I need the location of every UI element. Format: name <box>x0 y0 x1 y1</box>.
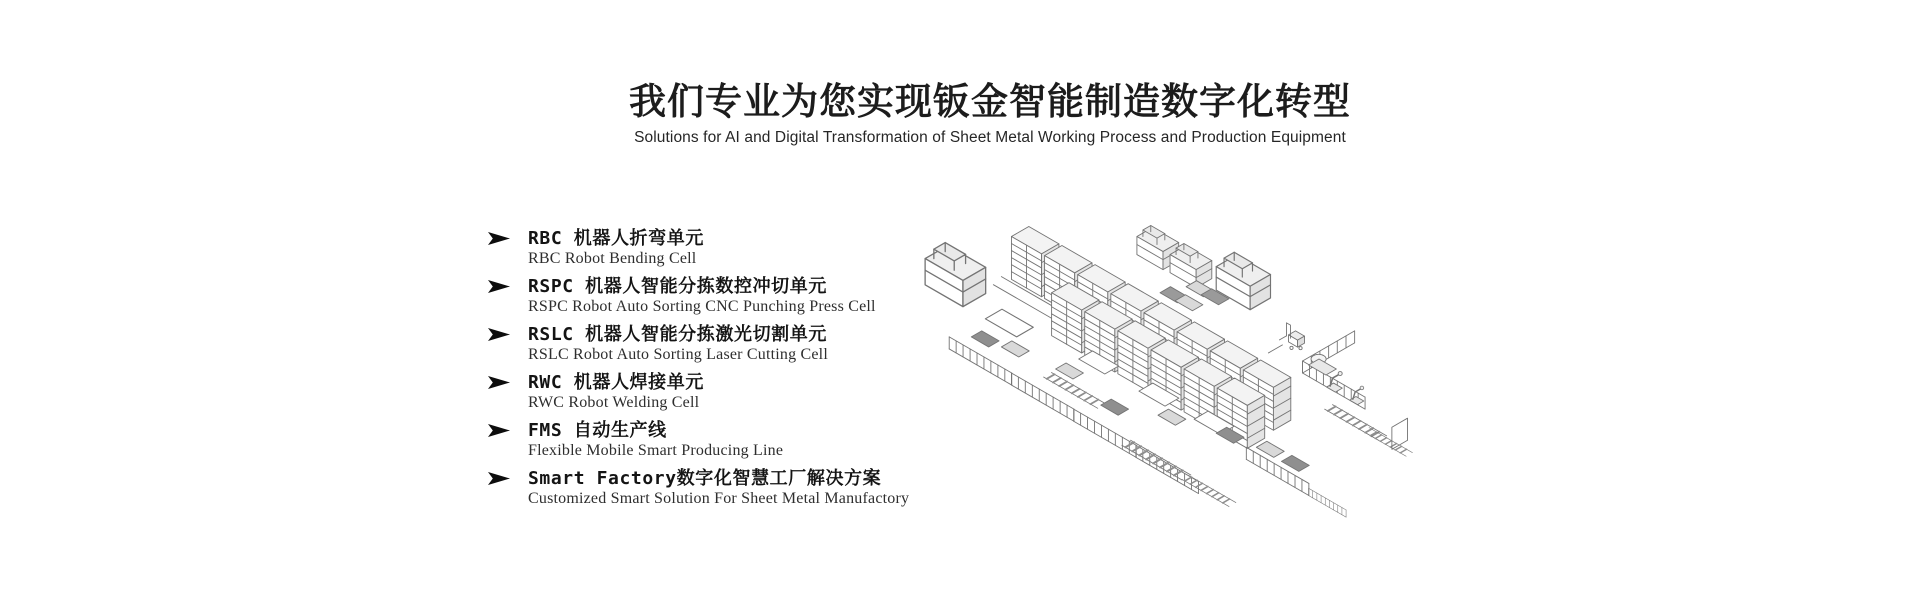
page-subtitle: Solutions for AI and Digital Transformation of Sheet Metal Working Process and Production Equipment <box>634 129 1346 146</box>
product-label-cn: RWC 机器人焊接单元 <box>528 372 704 393</box>
factory-line-illustration <box>893 206 1425 528</box>
product-label-cn: Smart Factory数字化智慧工厂解决方案 <box>528 468 882 489</box>
list-item <box>488 421 958 460</box>
arrow-bullet-icon <box>488 423 510 438</box>
list-item <box>488 277 958 316</box>
product-label-en: RWC Robot Welding Cell <box>528 394 700 411</box>
product-label-en: RBC Robot Bending Cell <box>528 250 697 267</box>
product-label-en: Flexible Mobile Smart Producing Line <box>528 442 784 459</box>
banner-header <box>470 82 1510 146</box>
product-label-en: RSLC Robot Auto Sorting Laser Cutting Cell <box>528 346 828 363</box>
arrow-bullet-icon <box>488 327 510 342</box>
product-label-en: RSPC Robot Auto Sorting CNC Punching Press Cell <box>528 298 876 315</box>
arrow-bullet-icon <box>488 231 510 246</box>
product-label-cn: RSPC 机器人智能分拣数控冲切单元 <box>528 276 827 297</box>
product-label-cn: RBC 机器人折弯单元 <box>528 228 704 249</box>
product-label-cn: FMS 自动生产线 <box>528 420 667 441</box>
page-title: 我们专业为您实现钣金智能制造数字化转型 <box>629 80 1351 123</box>
arrow-bullet-icon <box>488 279 510 294</box>
product-label-cn: RSLC 机器人智能分拣激光切割单元 <box>528 324 827 345</box>
product-label-en: Customized Smart Solution For Sheet Metal Manufactory <box>528 490 910 507</box>
list-item <box>488 229 958 268</box>
arrow-bullet-icon <box>488 375 510 390</box>
list-item <box>488 373 958 412</box>
list-item <box>488 469 958 508</box>
list-item <box>488 325 958 364</box>
product-list <box>488 229 958 517</box>
arrow-bullet-icon <box>488 471 510 486</box>
